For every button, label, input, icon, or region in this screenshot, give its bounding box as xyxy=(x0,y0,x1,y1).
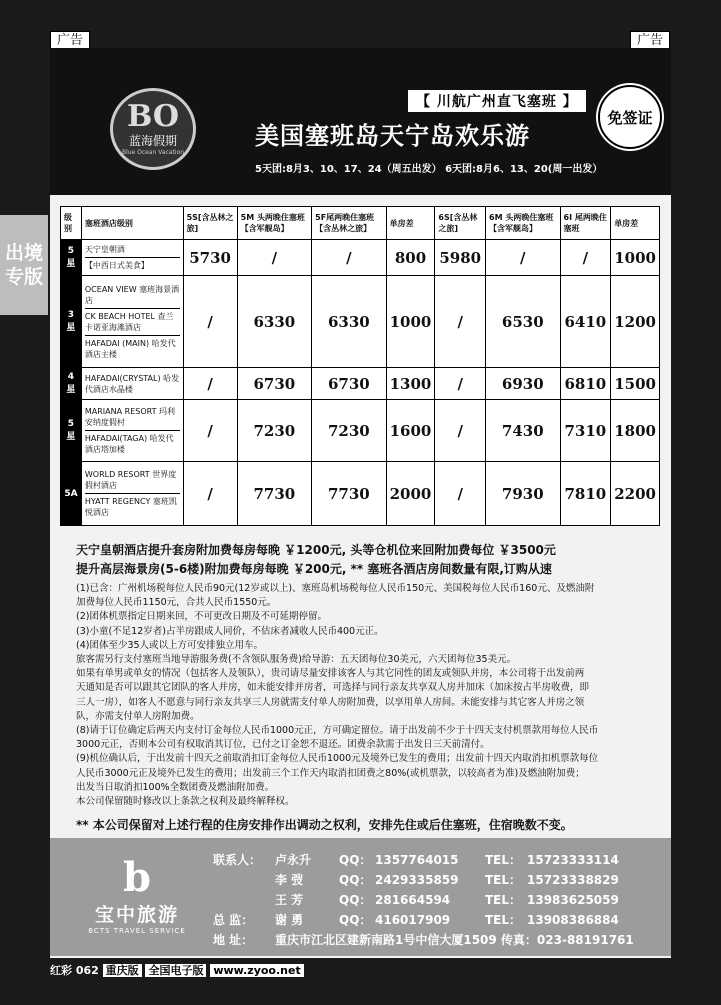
price-cell: 800 xyxy=(386,240,435,276)
qq-number: 1357764015 xyxy=(375,853,459,867)
tel-label: TEL： xyxy=(485,873,522,887)
edition-label: 重庆版 xyxy=(103,964,142,977)
website-link[interactable]: www.zyoo.net xyxy=(210,964,303,977)
page-title: 美国塞班岛天宁岛欢乐游 xyxy=(255,122,530,150)
company-logo-mark: b xyxy=(123,854,151,901)
note-line: (9)机位确认后，于出发前十四天之前取消扣订金每位人民币1000元及境外已发生的费用；出发前十四天内取消扣机票款每位 xyxy=(76,753,599,765)
qq-label: QQ： xyxy=(339,873,372,887)
contact-role: 联系人： xyxy=(213,853,262,867)
contact-row xyxy=(213,851,619,868)
table-row xyxy=(61,240,660,276)
note-line: (1)已含：广州机场税每位人民币90元(12岁或以上)、塞班岛机场税每位人民币150元、美国税每位人民币160元、及燃油附 xyxy=(76,583,595,594)
price-cell: / xyxy=(435,276,486,368)
price-cell: 1600 xyxy=(386,400,435,462)
hotel-name: HAFADAI(TAGA) 哈发代酒店塔加楼 xyxy=(84,434,174,454)
contact-row xyxy=(213,891,619,908)
qq-number: 416017909 xyxy=(375,913,451,927)
price-cell: 5730 xyxy=(183,240,237,276)
grade-cell: 5A xyxy=(61,462,82,526)
col-header: 单房差 xyxy=(386,207,435,240)
price-cell: 7230 xyxy=(237,400,312,462)
side-tab: 出境专版 xyxy=(0,215,48,315)
col-header: 5F尾两晚住塞班【含丛林之旅】 xyxy=(312,207,387,240)
note-line: 本公司保留随时修改以上条款之权利及最终解释权。 xyxy=(76,796,295,808)
price-cell: 7230 xyxy=(312,400,387,462)
note-line: 3000元正，否则本公司有权取消其订位，已付之订金恕不退还。团费余款需于出发日三天前清付。 xyxy=(76,739,490,751)
price-cell: 6730 xyxy=(237,368,312,400)
note-line: 三人一房），如客人不愿意与同行亲友共享三人房就需支付单人房附加费，以享用单人房间。未能安排与其它客人并房之领 xyxy=(76,696,585,708)
col-header: 塞班酒店级别 xyxy=(81,207,183,240)
note-line: 加费每位人民币1150元，合共人民币1550元。 xyxy=(76,597,277,609)
col-header: 5S[含丛林之旅] xyxy=(183,207,237,240)
price-cell: / xyxy=(183,462,237,526)
tel-number: 13908386884 xyxy=(527,913,619,927)
tel-label: TEL： xyxy=(485,893,522,907)
grade-cell: 4星 xyxy=(61,368,82,400)
grade-cell: 3星 xyxy=(61,276,82,368)
highlight-line: 提升高层海景房(5-6楼)附加费每房每晚 ￥200元, ** 塞班各酒店房间数量有限,订购从速 xyxy=(76,562,552,576)
address-label: 地 址： xyxy=(213,933,254,947)
price-cell: 1800 xyxy=(611,400,660,462)
table-header-row xyxy=(61,207,660,240)
price-cell: 1000 xyxy=(386,276,435,368)
qq-number: 281664594 xyxy=(375,893,451,907)
table-row xyxy=(61,368,660,400)
tel-number: 15723333114 xyxy=(527,853,619,867)
highlight-line: 天宁皇朝酒店提升套房附加费每房每晚 ￥1200元, 头等仓机位来回附加费每位 ￥3500元 xyxy=(76,543,556,557)
price-cell: 7730 xyxy=(312,462,387,526)
logo-en: Blue Ocean Vacation xyxy=(121,149,185,156)
price-cell: / xyxy=(486,240,561,276)
grade-cell: 5星 xyxy=(61,240,82,276)
price-cell: 7430 xyxy=(486,400,561,462)
hotel-name: WORLD RESORT 世界度假村酒店 xyxy=(85,467,180,494)
hotel-name: MARIANA RESORT 玛利安纳度假村 xyxy=(85,404,180,431)
table-row xyxy=(61,276,660,368)
note-line: (3)小童(不足12岁者)占半房跟成人同价，不估床者减收人民币400元正。 xyxy=(76,625,384,637)
contact-row xyxy=(213,871,619,888)
price-cell: 7930 xyxy=(486,462,561,526)
hotel-name: HYATT REGENCY 塞班凯悦酒店 xyxy=(84,497,177,517)
hotel-cell xyxy=(81,276,183,368)
hotel-name: HAFADAI (MAIN) 哈发代酒店主楼 xyxy=(84,338,176,359)
hotel-name: HAFADAI(CRYSTAL) 哈发代酒店水晶楼 xyxy=(84,373,180,394)
tel-label: TEL： xyxy=(485,853,522,867)
col-header: 6M 头两晚住塞班【含军舰岛】 xyxy=(486,207,561,240)
price-cell: 1300 xyxy=(386,368,435,400)
price-cell: 6330 xyxy=(312,276,387,368)
logo-mark: BO xyxy=(126,99,180,134)
contact-name: 谢 勇 xyxy=(275,913,304,927)
e-edition-label: 全国电子版 xyxy=(145,964,206,977)
arrangement-note: ** 本公司保留对上述行程的住房安排作出调动之权利，安排先住或后住塞班，住宿晚数不变。 xyxy=(76,818,573,832)
contact-section xyxy=(50,838,671,956)
visa-free-stamp: 免签证 xyxy=(598,85,662,149)
contact-role: 总 监： xyxy=(213,913,254,927)
price-cell: 6730 xyxy=(312,368,387,400)
qq-number: 2429335859 xyxy=(375,873,459,887)
address-row xyxy=(213,931,634,948)
price-cell: 2200 xyxy=(611,462,660,526)
qq-label: QQ： xyxy=(339,913,372,927)
price-cell: 7310 xyxy=(560,400,611,462)
ad-page xyxy=(50,48,671,958)
surcharge-highlights xyxy=(76,541,556,579)
hotel-name: CK BEACH HOTEL 查兰卡诺亚海滩酒店 xyxy=(85,309,180,336)
hotel-name: 【中西日式美食】 xyxy=(84,261,149,270)
note-line: (8)请于订位确定后两天内支付订金每位人民币1000元正，方可确定留位。请于出发前不少于十四天支付机票款用每位人民币 xyxy=(76,725,599,737)
price-cell: / xyxy=(183,276,237,368)
qq-label: QQ： xyxy=(339,853,372,867)
note-line: 人民币3000元正及境外已发生的费用；出发前三个工作天内取消扣团费之80%(或机票款，以较高者为准)及燃油附加费； xyxy=(76,767,585,779)
departure-dates: 5天团:8月3、10、17、24（周五出发） 6天团:8月6、13、20(周一出发） xyxy=(255,164,603,175)
company-logo xyxy=(72,856,202,936)
note-line: 天通知是否可以跟其它团队的客人并房，如未能安排并房者，可选择与同行亲友共享双人房并加床（加床按占半房收费，即 xyxy=(76,682,590,694)
tel-number: 15723338829 xyxy=(527,873,619,887)
brand-logo xyxy=(110,88,196,170)
ad-label-right: 广告 xyxy=(630,31,670,51)
col-header: 6I 尾两晚住塞班 xyxy=(560,207,611,240)
header-banner xyxy=(50,48,671,195)
price-cell: 7810 xyxy=(560,462,611,526)
price-cell: / xyxy=(183,368,237,400)
price-cell: / xyxy=(312,240,387,276)
price-cell: / xyxy=(435,400,486,462)
hotel-cell xyxy=(81,240,183,276)
col-header: 单房差 xyxy=(611,207,660,240)
price-cell: 1200 xyxy=(611,276,660,368)
contact-name: 王 芳 xyxy=(275,893,304,907)
note-line: (4)团体至少35人或以上方可安排独立用车。 xyxy=(76,639,264,651)
company-name: 宝中旅游 xyxy=(94,904,179,926)
price-cell: 6410 xyxy=(560,276,611,368)
price-cell: / xyxy=(435,462,486,526)
price-table xyxy=(60,206,660,526)
logo-cn: 蓝海假期 xyxy=(128,134,177,148)
col-header: 6S[含丛林之旅] xyxy=(435,207,486,240)
note-line: (2)团体机票指定日期来回，不可更改日期及不可延期停留。 xyxy=(76,611,327,623)
tel-number: 13983625059 xyxy=(527,893,619,907)
address-text: 重庆市江北区建新南路1号中信大厦1509 传真：023-88191761 xyxy=(275,933,634,947)
page-footer xyxy=(50,962,304,978)
table-row xyxy=(61,400,660,462)
route-label: 【 川航广州直飞塞班 】 xyxy=(408,90,586,112)
hotel-cell xyxy=(81,368,183,400)
contact-name: 李 弢 xyxy=(275,873,304,887)
note-line: 出发当日取消扣100%全数团费及燃油附加费。 xyxy=(76,781,275,793)
hotel-name: OCEAN VIEW 塞班海景酒店 xyxy=(85,282,180,309)
grade-cell: 5星 xyxy=(61,400,82,462)
tel-label: TEL： xyxy=(485,913,522,927)
price-cell: 6930 xyxy=(486,368,561,400)
col-header: 5M 头两晚住塞班 【含军舰岛】 xyxy=(237,207,312,240)
note-line: 队，亦需支付单人房附加费。 xyxy=(76,710,200,722)
price-cell: 1500 xyxy=(611,368,660,400)
table-row xyxy=(61,462,660,526)
price-cell: / xyxy=(183,400,237,462)
qq-label: QQ： xyxy=(339,893,372,907)
price-cell: 7730 xyxy=(237,462,312,526)
note-line: 旅客需另行支付塞班当地导游服务费(不含领队服务费)给导游：五天团每位30美元，六天团每位35美元。 xyxy=(76,654,517,666)
ad-label-left: 广告 xyxy=(50,31,90,51)
price-cell: / xyxy=(560,240,611,276)
company-name-en: BCTS TRAVEL SERVICE xyxy=(88,927,186,935)
price-cell: 6810 xyxy=(560,368,611,400)
price-cell: 2000 xyxy=(386,462,435,526)
contact-name: 卢永升 xyxy=(275,853,312,867)
page-number: 红彩 062 xyxy=(50,964,99,977)
terms-notes xyxy=(76,582,656,809)
price-cell: / xyxy=(237,240,312,276)
col-header: 级别 xyxy=(61,207,82,240)
price-cell: / xyxy=(435,368,486,400)
contact-row xyxy=(213,911,619,928)
price-cell: 6330 xyxy=(237,276,312,368)
hotel-cell xyxy=(81,462,183,526)
price-cell: 6530 xyxy=(486,276,561,368)
hotel-name: 天宁皇朝酒 xyxy=(85,242,180,258)
note-line: 如果有单男或单女的情况（包括客人及领队），贵司请尽量安排该客人与其它同性的团友或领队并房，本公司将于出发前两 xyxy=(76,668,585,680)
hotel-cell xyxy=(81,400,183,462)
price-cell: 1000 xyxy=(611,240,660,276)
price-cell: 5980 xyxy=(435,240,486,276)
